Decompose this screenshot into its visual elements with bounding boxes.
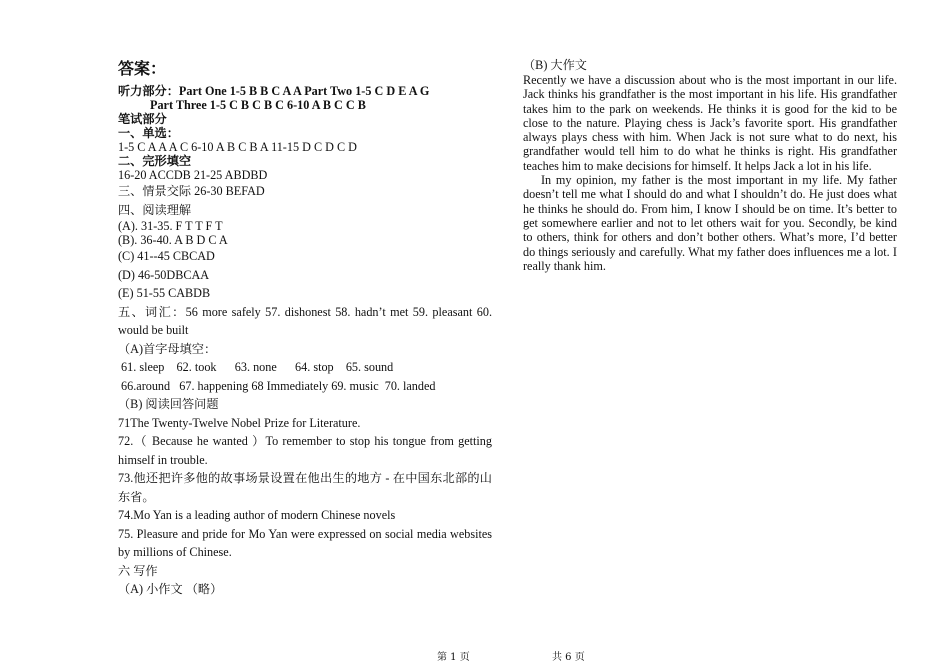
answer-71: 71The Twenty-Twelve Nobel Prize for Literature. xyxy=(118,415,361,430)
answer-75: 75. Pleasure and pride for Mo Yan were expressed on social media websites by millions of Chinese. xyxy=(118,526,492,559)
listening-answers-line1: 听力部分：Part One 1-5 B B C A A Part Two 1-5 C D E A G xyxy=(118,84,430,98)
single-choice-answers: 1-5 C A A A C 6-10 A B C B A 11-15 D C D C D xyxy=(118,140,357,154)
answer-key-column xyxy=(118,60,492,599)
vocabulary-answers: 五、词汇：56 more safely 57. dishonest 58. hadn’t met 59. pleasant 60. would be built xyxy=(118,304,492,337)
answer-72: 72.（ Because he wanted ）To remember to stop his tongue from getting himself in trouble. xyxy=(118,434,492,467)
initial-letter-answers-line1: 61. sleep 62. took 63. none 64. stop 65. sound xyxy=(118,360,394,374)
essay-column xyxy=(523,58,897,273)
writing-a: （A) 小作文 （略） xyxy=(118,582,223,596)
reading-heading: 四、阅读理解 xyxy=(118,202,192,217)
essay-paragraph-1: Recently we have a discussion about who is the most important in our life. Jack thinks his grandfather is the most important in his life. His grandfather takes him to the park on weekends. He thinks it is good for the kid to be close to the nature. Playing chess is Jack’s favorite sport. His grandfather always plays chess with him. When Jack is not sure what to do next, his grandfather would tell him to do what he thinks is right. His grandfather teaches him to make decisions for himself. It helps Jack a lot in his life. xyxy=(523,73,897,173)
total-pages: 共 6 页 xyxy=(552,652,585,663)
reading-c-answers: (C) 41--45 CBCAD xyxy=(118,249,215,263)
answer-title: 答案： xyxy=(118,61,167,78)
listening-answers-line2: Part Three 1-5 C B C B C 6-10 A B C C B xyxy=(150,98,366,112)
answer-73: 73.他还把许多他的故事场景设置在他出生的地方 - 在中国东北部的山东省。 xyxy=(118,471,492,504)
initial-letter-heading: （A)首字母填空： xyxy=(118,341,217,356)
written-section-heading: 笔试部分 xyxy=(118,112,167,126)
reading-d-answers: (D) 46-50DBCAA xyxy=(118,267,210,282)
reading-a-answers: (A). 31-35. F T T F T xyxy=(118,219,223,233)
essay-paragraph-2: In my opinion, my father is the most important in my life. My father doesn’t tell me what I should do and what I shouldn’t do. He just does what he thinks he should do. From him, I know I should be on time. It’s better to get somewhere earlier and not to let others wait for you. Secondly, be kind to others, think for others and don’t bother others. What’s more, I’d better do things seriously and carefully. What my father does influences me a lot. I really thank him. xyxy=(523,173,897,273)
initial-letter-answers-line2: 66.around 67. happening 68 Immediately 69. music 70. landed xyxy=(118,378,436,393)
reading-b-answers: (B). 36-40. A B D C A xyxy=(118,233,228,247)
reading-questions-heading: （B) 阅读回答问题 xyxy=(118,397,219,411)
situational-dialogue-answers: 三、情景交际 26-30 BEFAD xyxy=(118,184,265,198)
writing-heading: 六 写作 xyxy=(118,563,158,578)
reading-e-answers: (E) 51-55 CABDB xyxy=(118,286,211,300)
page-number: 第 1 页 xyxy=(437,652,470,663)
cloze-answers: 16-20 ACCDB 21-25 ABDBD xyxy=(118,168,268,182)
single-choice-heading: 一、单选： xyxy=(118,126,179,140)
answer-74: 74.Mo Yan is a leading author of modern Chinese novels xyxy=(118,508,396,522)
essay-heading: （B) 大作文 xyxy=(523,58,587,72)
cloze-heading: 二、完形填空 xyxy=(118,154,192,168)
